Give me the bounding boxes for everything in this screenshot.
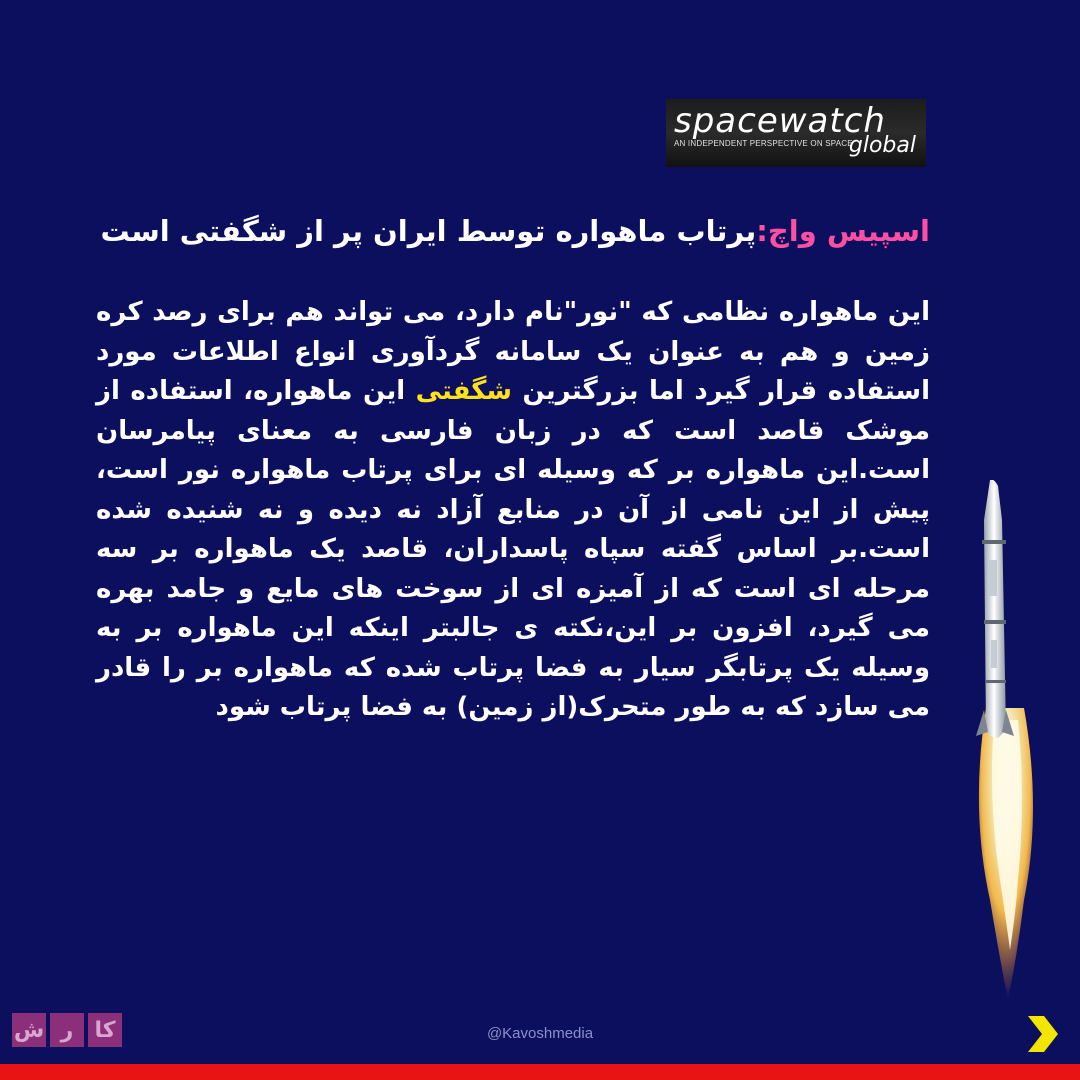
spacewatch-logo — [666, 99, 926, 167]
watermark-letter: کا — [88, 1013, 122, 1047]
chevron-right-icon[interactable] — [1022, 1012, 1062, 1056]
headline-text: پرتاب ماهواره توسط ایران پر از شگفتی است — [100, 214, 757, 248]
body-part-1: این ماهواره نظامی که "نور"نام دارد، می تواند هم برای رصد کره زمین و هم به عنوان یک سامانه گردآوری انواع اطلاعات مورد استفاده قرار گیرد اما بزرگترین — [96, 297, 930, 406]
article-body — [96, 293, 930, 728]
bottom-accent-bar — [0, 1064, 1080, 1080]
body-part-2: این ماهواره، استفاده از موشک قاصد است که در زبان فارسی به معنای پیامرسان است.این ماهواره بر که وسیله ای برای پرتاب ماهواره نور است، پیش از این نامی از آن در منابع آزاد نه دیده و نه شنیده شده است.بر اساس گفته سپاه پاسداران، قاصد یک ماهواره بر سه مرحله ای است که از آمیزه ای از سوخت های مایع و جامد بهره می گیرد، افزون بر این،نکته ی جالبتر اینکه این ماهواره بر به وسیله یک پرتابگر سیار به فضا پرتاب شده که ماهواره بر را قادر می سازد که به طور متحرک(از زمین) به فضا پرتاب شود — [96, 376, 930, 722]
body-highlight: شگفتی — [415, 376, 512, 406]
watermark-letter: ر — [50, 1013, 84, 1047]
logo-sub: global — [848, 133, 916, 158]
watermark-letter: ش — [12, 1013, 46, 1047]
headline — [96, 210, 930, 252]
social-handle: @Kavoshmedia — [486, 1025, 594, 1042]
logo-tagline: AN INDEPENDENT PERSPECTIVE ON SPACE — [674, 139, 853, 148]
logo-brand: spacewatch — [674, 101, 886, 141]
headline-source: اسپیس واچ: — [756, 214, 930, 248]
rocket-icon — [960, 480, 1050, 1020]
